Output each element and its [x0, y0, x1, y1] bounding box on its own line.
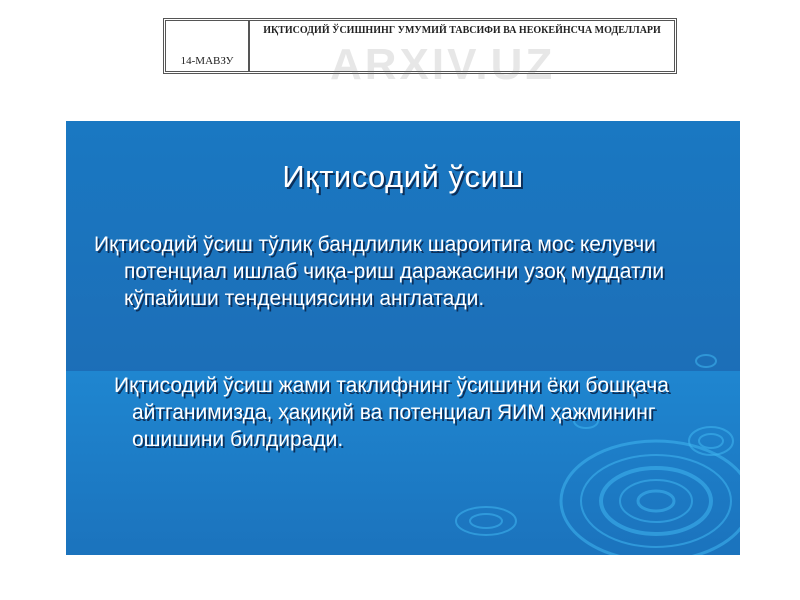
lesson-number: 14-МАВЗУ: [166, 21, 250, 71]
slide-title: Иқтисодий ўсиш: [282, 159, 524, 194]
lesson-title: ИҚТИСОДИЙ ЎСИШНИНГ УМУМИЙ ТАВСИФИ ВА НЕОКЕЙНСЧА МОДЕЛЛАРИ: [263, 25, 661, 36]
paragraph-supply: Иқтисодий ўсиш жами таклифнинг ўсишини ёки бошқача айтганимизда, ҳақиқий ва потенциал ЯИМ ҳажмининг ошишини билдиради.: [114, 374, 669, 451]
paragraph-definition: Иқтисодий ўсиш тўлиқ бандлилик шароитига мос келувчи потенциал ишлаб чиқа-риш даражасини узоқ муддатли кўпайиши тенденциясини англатади.: [94, 233, 665, 310]
slide: [66, 121, 740, 555]
header-table: [163, 18, 677, 74]
